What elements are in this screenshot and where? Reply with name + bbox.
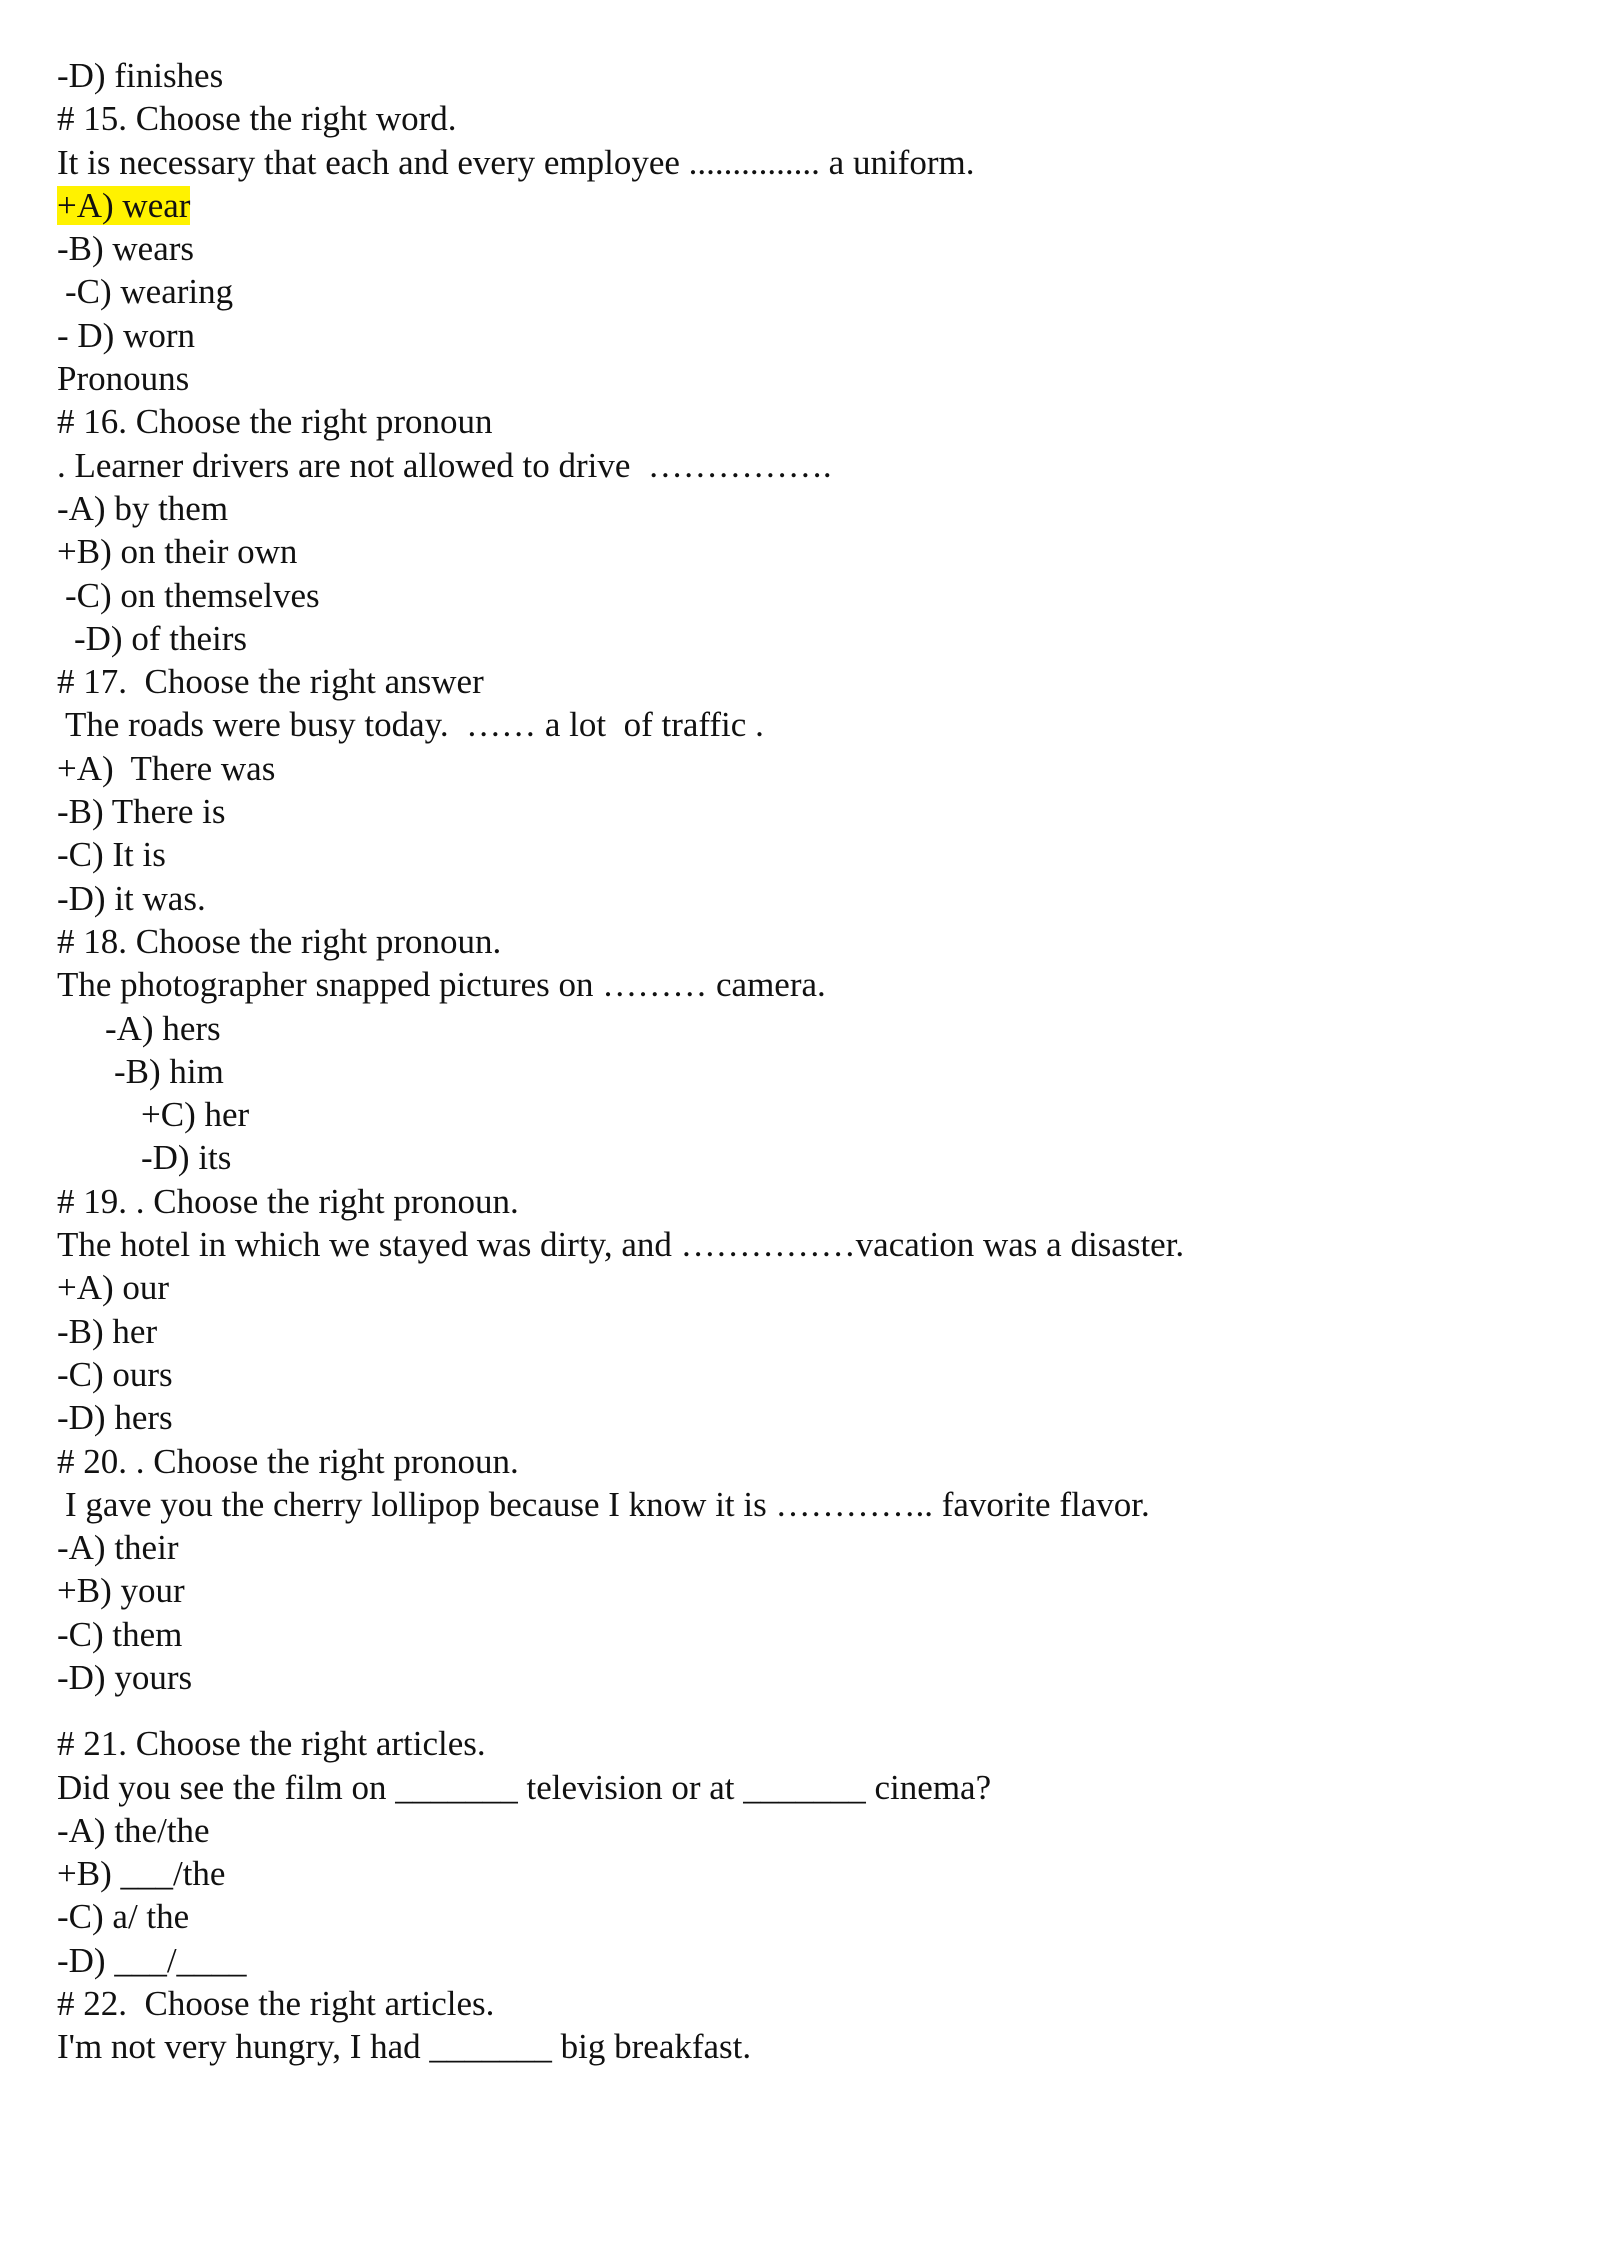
answer-option: - D) worn	[57, 315, 196, 355]
question-heading: # 16. Choose the right pronoun	[57, 402, 493, 442]
answer-option: -B) him	[114, 1051, 224, 1091]
question-heading: # 20. . Choose the right pronoun.	[57, 1441, 519, 1481]
answer-option: -D) ___/____	[57, 1940, 247, 1980]
answer-option: -C) wearing	[65, 272, 234, 312]
question-text: The hotel in which we stayed was dirty, and ……………vacation was a disaster.	[57, 1225, 1185, 1265]
document-body	[57, 54, 1537, 2069]
question-heading: # 18. Choose the right pronoun.	[57, 921, 502, 961]
answer-option: -A) the/the	[57, 1810, 210, 1850]
answer-option: -D) yours	[57, 1657, 193, 1697]
question-text: The photographer snapped pictures on ……… camera.	[57, 965, 826, 1005]
answer-option: -D) of theirs	[74, 618, 248, 658]
question-text: I gave you the cherry lollipop because I know it is ………….. favorite flavor.	[65, 1484, 1150, 1524]
answer-option: -D) hers	[57, 1398, 173, 1438]
question-heading: # 21. Choose the right articles.	[57, 1724, 486, 1764]
question-text: Did you see the film on _______ television or at _______ cinema?	[57, 1767, 992, 1807]
answer-option: -C) ours	[57, 1354, 173, 1394]
answer-option	[57, 184, 1537, 227]
question-heading: # 15. Choose the right word.	[57, 99, 457, 139]
answer-option: -B) her	[57, 1311, 158, 1351]
answer-option: +B) ___/the	[57, 1854, 226, 1894]
question-text: I'm not very hungry, I had _______ big breakfast.	[57, 2027, 752, 2067]
answer-option: -D) its	[141, 1138, 232, 1178]
answer-option: -B) There is	[57, 792, 226, 832]
answer-option: +A) our	[57, 1268, 170, 1308]
answer-option: -D) finishes	[57, 56, 224, 95]
answer-option: +A) There was	[57, 748, 276, 788]
question-text: . Learner drivers are not allowed to drive …………….	[57, 445, 832, 485]
question-heading: # 17. Choose the right answer	[57, 662, 484, 702]
answer-option: -A) hers	[105, 1008, 221, 1048]
question-heading: # 19. . Choose the right pronoun.	[57, 1181, 519, 1221]
answer-option: -A) by them	[57, 488, 229, 528]
question-text: It is necessary that each and every employee ............... a uniform.	[57, 142, 975, 182]
answer-option: +B) your	[57, 1571, 185, 1611]
blank-line	[57, 1699, 1537, 1722]
answer-option: -D) it was.	[57, 878, 206, 918]
answer-option: -C) a/ the	[57, 1897, 190, 1937]
answer-option: +C) her	[141, 1095, 250, 1135]
answer-option: -A) their	[57, 1528, 179, 1568]
section-heading: Pronouns	[57, 359, 190, 399]
highlighted-answer: +A) wear	[57, 185, 191, 225]
question-text: The roads were busy today. …… a lot of traffic .	[65, 705, 764, 745]
question-heading: # 22. Choose the right articles.	[57, 1984, 495, 2024]
answer-option: -B) wears	[57, 229, 195, 269]
answer-option: -C) them	[57, 1614, 183, 1654]
answer-option: +B) on their own	[57, 532, 298, 572]
answer-option: -C) It is	[57, 835, 166, 875]
answer-option: -C) on themselves	[65, 575, 320, 615]
